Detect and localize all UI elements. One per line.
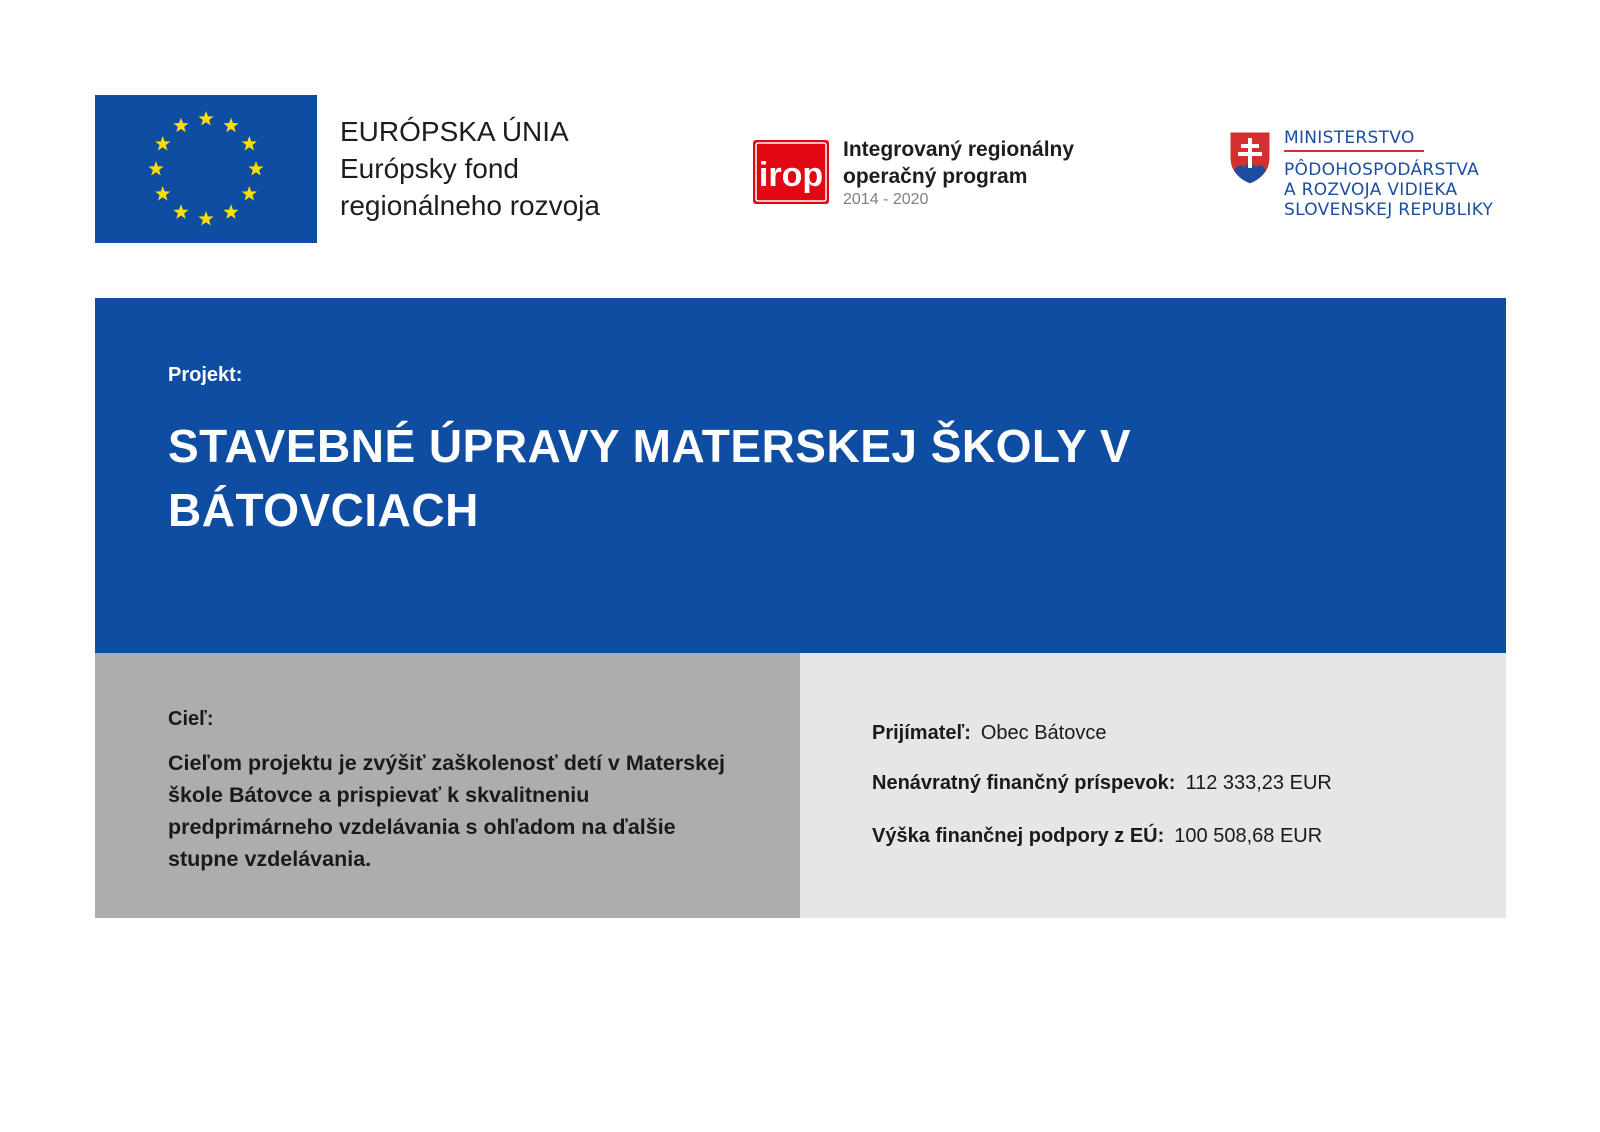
star-icon [198, 111, 213, 125]
eu-stars [95, 95, 317, 243]
star-icon [248, 161, 263, 175]
irop-program-text [843, 136, 1074, 210]
recipient-label: Prijímateľ: [872, 722, 971, 744]
recipient-value: Obec Bátovce [980, 722, 1107, 744]
star-icon [148, 161, 163, 175]
star-icon [155, 186, 170, 200]
star-icon [173, 118, 188, 132]
eu-support-row [872, 825, 1322, 848]
slovak-crest-icon [1228, 130, 1272, 186]
recipient-row [872, 722, 1106, 745]
ministry-rule [1284, 150, 1424, 152]
irop-line-1: Integrovaný regionálny [843, 138, 1075, 161]
ministry-head: MINISTERSTVO [1284, 128, 1415, 148]
star-icon [242, 136, 257, 150]
project-label: Projekt: [168, 364, 243, 386]
grant-row [872, 772, 1332, 795]
ministry-line-2: A ROZVOJA VIDIEKA [1284, 180, 1458, 200]
eu-fund-text [340, 113, 600, 224]
irop-years: 2014 - 2020 [843, 191, 929, 208]
eu-line-3: regionálneho rozvoja [340, 190, 600, 221]
star-icon [173, 204, 188, 218]
ministry-text [1284, 128, 1493, 220]
irop-logo-text: irop [758, 156, 824, 194]
grant-label: Nenávratný finančný príspevok: [872, 772, 1176, 794]
star-icon [155, 136, 170, 150]
star-icon [242, 186, 257, 200]
star-icon [223, 118, 238, 132]
irop-line-2: operačný program [843, 165, 1028, 188]
irop-logo [753, 140, 829, 204]
eu-support-label: Výška finančnej podpory z EÚ: [872, 825, 1165, 847]
eu-line-1: EURÓPSKA ÚNIA [340, 116, 569, 147]
goal-label: Cieľ: [168, 708, 214, 730]
goal-text: Cieľom projektu je zvýšiť zaškolenosť detí v Materskej škole Bátovce a prispievať k skvalitneniu predprimárneho vzdelávania s ohľadom na ďalšie stupne vzdelávania. [168, 751, 726, 871]
star-icon [223, 204, 238, 218]
project-title: STAVEBNÉ ÚPRAVY MATERSKEJ ŠKOLY V BÁTOVCIACH [168, 420, 1132, 536]
ministry-line-3: SLOVENSKEJ REPUBLIKY [1284, 200, 1494, 220]
star-icon [198, 211, 213, 225]
ministry-line-1: PÔDOHOSPODÁRSTVA [1284, 160, 1480, 180]
grant-value: 112 333,23 EUR [1185, 772, 1332, 794]
eu-line-2: Európsky fond [340, 153, 519, 184]
eu-flag-icon [95, 95, 317, 243]
eu-support-value: 100 508,68 EUR [1174, 825, 1323, 847]
